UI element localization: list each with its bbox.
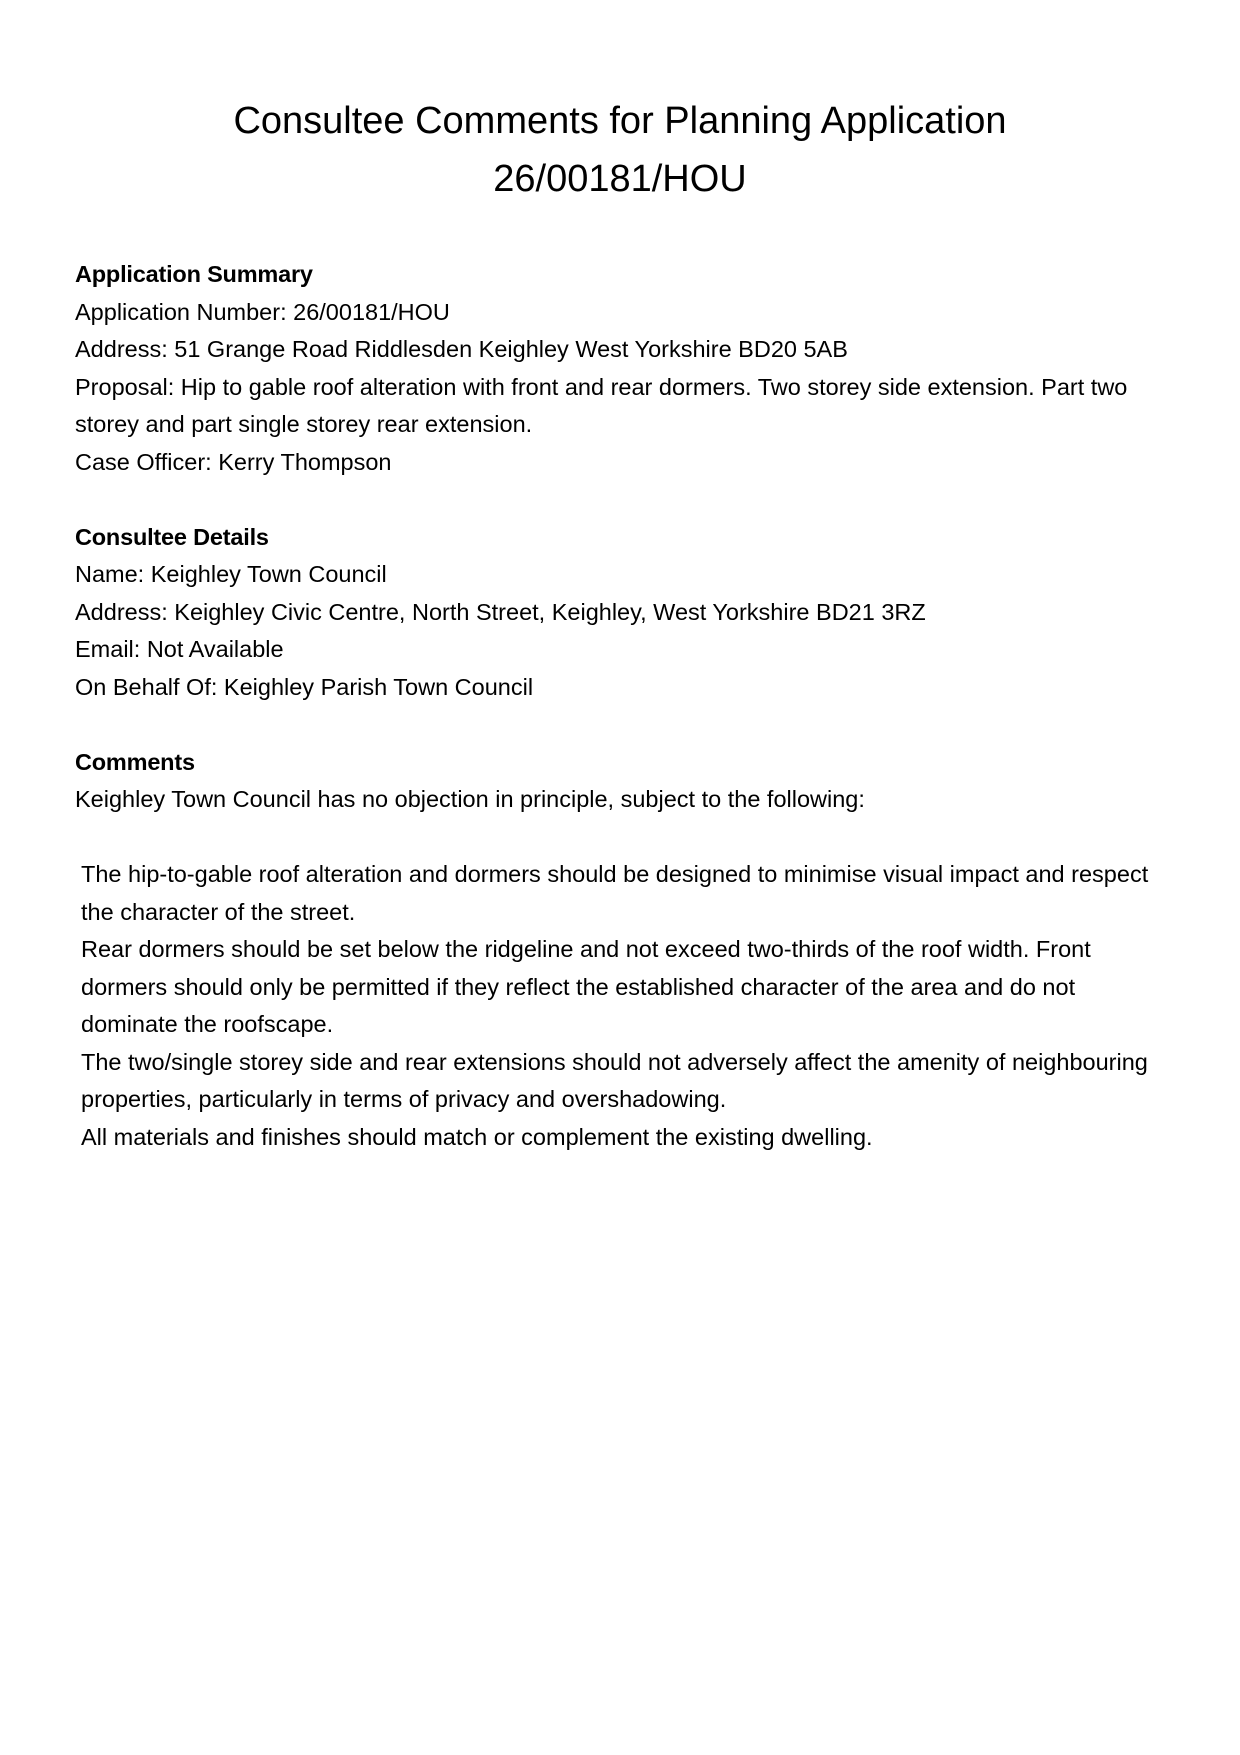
comments-section [75, 744, 1175, 1157]
consultee-name: Name: Keighley Town Council [75, 561, 387, 587]
application-summary-heading: Application Summary [75, 261, 313, 287]
case-officer: Case Officer: Kerry Thompson [75, 448, 392, 475]
consultee-on-behalf-of: On Behalf Of: Keighley Parish Town Council [75, 673, 534, 700]
application-number: Application Number: 26/00181/HOU [75, 298, 450, 325]
application-address: Address: 51 Grange Road Riddlesden Keighley West Yorkshire BD20 5AB [75, 336, 848, 362]
comment-point: Rear dormers should be set below the ridgeline and not exceed two-thirds of the roof width. Front dormers should only be permitted if they reflect the established character of the area and do not dominate the roofscape. [81, 936, 1091, 1037]
comments-intro: Keighley Town Council has no objection in principle, subject to the following: [75, 786, 865, 812]
comment-point: All materials and finishes should match or complement the existing dwelling. [81, 1123, 873, 1150]
application-proposal: Proposal: Hip to gable roof alteration with front and rear dormers. Two storey side extension. Part two storey and part single storey rear extension. [75, 373, 1128, 437]
page-title-line-2: 26/00181/HOU [493, 158, 747, 200]
document-body [75, 256, 1175, 1194]
application-summary-section [75, 256, 1175, 481]
consultee-email: Email: Not Available [75, 636, 284, 662]
consultee-details-section [75, 519, 1175, 707]
consultee-details-heading: Consultee Details [75, 523, 269, 550]
consultee-address: Address: Keighley Civic Centre, North Street, Keighley, West Yorkshire BD21 3RZ [75, 598, 926, 625]
comment-point: The two/single storey side and rear extensions should not adversely affect the amenity of neighbouring properties, particularly in terms of privacy and overshadowing. [81, 1048, 1148, 1112]
page-title-line-1: Consultee Comments for Planning Application [233, 100, 1007, 142]
comments-heading: Comments [75, 748, 195, 775]
page-title [0, 92, 1240, 208]
comments-spacer [75, 819, 1175, 857]
comment-point: The hip-to-gable roof alteration and dormers should be designed to minimise visual impact and respect the character of the street. [81, 861, 1149, 925]
